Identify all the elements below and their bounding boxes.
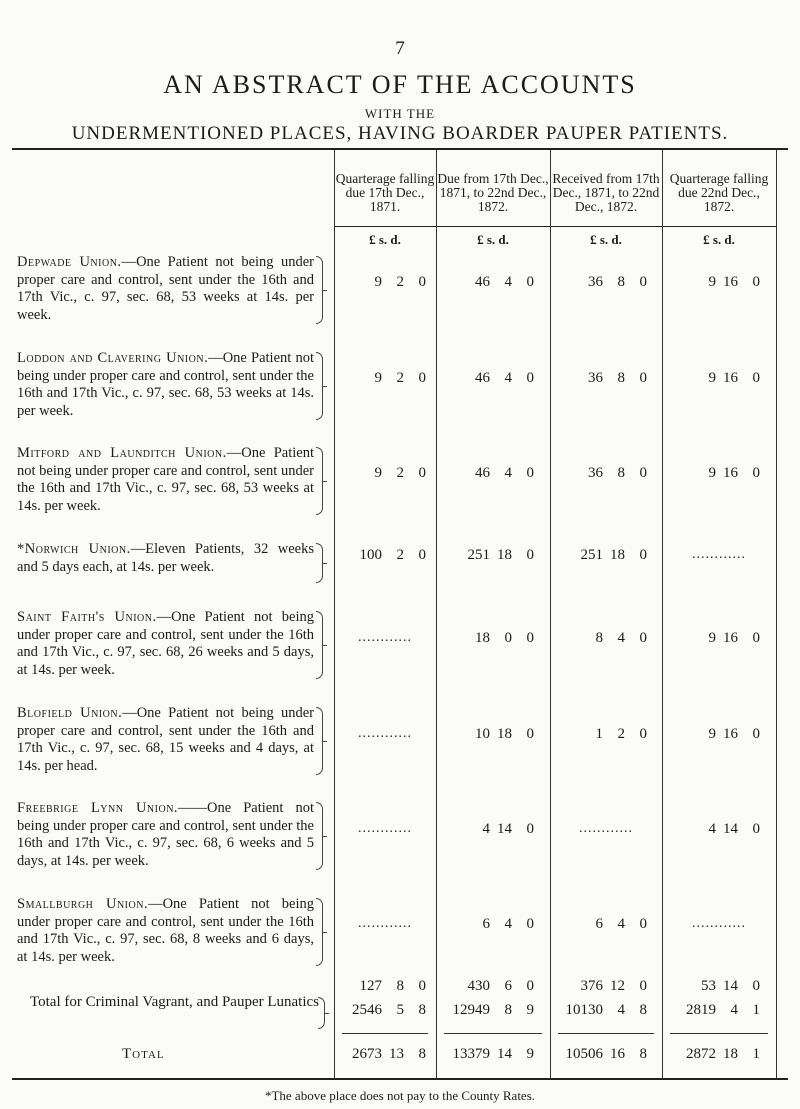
with-the: WITH THE — [364, 106, 436, 121]
shillings: 4 — [504, 370, 512, 386]
amount-cell — [436, 370, 550, 387]
union-name: Saint Faith's Union. — [17, 609, 157, 625]
amount-cell — [662, 465, 776, 482]
pounds: 127 — [359, 978, 382, 994]
row-description — [17, 705, 314, 775]
shillings: 14 — [723, 978, 738, 994]
pence: 0 — [526, 630, 534, 646]
pounds: 46 — [475, 274, 490, 290]
amount-cell — [334, 370, 436, 387]
pounds: 6 — [482, 916, 490, 932]
brace — [316, 611, 323, 679]
shillings: 16 — [723, 274, 738, 290]
row-description — [17, 896, 314, 966]
shillings: 8 — [504, 1002, 512, 1018]
total-cell — [550, 1046, 662, 1063]
shillings: 8 — [617, 370, 625, 386]
amount-cell — [662, 274, 776, 291]
pounds: 9 — [374, 370, 382, 386]
amount-cell — [662, 630, 776, 647]
pence: 0 — [639, 465, 647, 481]
amount-cell — [662, 370, 776, 387]
shillings: 16 — [723, 465, 738, 481]
column-divider — [776, 150, 777, 1078]
pounds: 9 — [374, 465, 382, 481]
blank-entry: ............ — [358, 821, 412, 836]
amount-cell — [550, 547, 662, 564]
pence: 0 — [418, 370, 426, 386]
pence: 0 — [639, 726, 647, 742]
pence: 0 — [639, 370, 647, 386]
union-name: Mitford and Launditch Union. — [17, 445, 227, 461]
pounds: 9 — [708, 465, 716, 481]
pence: 0 — [752, 978, 760, 994]
pounds: 12949 — [452, 1002, 490, 1018]
subtotal-cell — [334, 978, 436, 995]
pence: 8 — [639, 1046, 647, 1062]
pence: 0 — [526, 465, 534, 481]
union-name: Smallburgh Union. — [17, 896, 149, 912]
pounds: 1 — [595, 726, 603, 742]
pence: 0 — [752, 465, 760, 481]
subtotal-cell — [436, 978, 550, 995]
header-rule — [334, 226, 776, 227]
row-description — [17, 609, 314, 679]
amount-cell — [334, 547, 436, 564]
pounds: 430 — [467, 978, 490, 994]
row-text: —One Patient not being under proper care and control, sent under the 16th and 17th Vic., c. 97, sec. 68, 53 weeks at 14s. per week. — [17, 350, 314, 419]
criminal-cell — [334, 1002, 436, 1019]
shillings: 16 — [723, 630, 738, 646]
footnote: *The above place does not pay to the County Rates. — [264, 1088, 536, 1103]
amount-cell — [550, 726, 662, 743]
shillings: 4 — [617, 630, 625, 646]
amount-cell — [662, 821, 776, 838]
row-text: —One Patient not being under proper care and control, sent under the 16th and 17th Vic., c. 97, sec. 68, 53 weeks at 14s. per week. — [17, 254, 314, 323]
page-title: AN ABSTRACT OF THE ACCOUNTS — [163, 70, 637, 99]
row-description — [17, 541, 314, 576]
pounds: 9 — [374, 274, 382, 290]
union-name: *Norwich Union. — [17, 541, 131, 557]
pounds: 9 — [708, 726, 716, 742]
amount-cell — [436, 630, 550, 647]
shillings: 4 — [617, 916, 625, 932]
column-unit: £ s. d. — [477, 232, 509, 247]
amount-cell — [436, 274, 550, 291]
shillings: 2 — [396, 274, 404, 290]
pounds: 36 — [588, 465, 603, 481]
brace — [316, 707, 323, 775]
union-name: Depwade Union. — [17, 254, 122, 270]
pence: 0 — [526, 726, 534, 742]
brace — [316, 898, 323, 966]
amount-cell — [436, 726, 550, 743]
union-name: Freebrige Lynn Union. — [17, 800, 179, 816]
column-header: Quarterage falling due 17th Dec., 1871. — [335, 171, 435, 214]
pence: 8 — [418, 1046, 426, 1062]
pounds: 10130 — [565, 1002, 603, 1018]
total-cell — [662, 1046, 776, 1063]
pounds: 100 — [359, 547, 382, 563]
table-top-rule — [12, 148, 788, 150]
pence: 0 — [418, 465, 426, 481]
row-text: —Eleven Patients, 32 weeks and 5 days each, at 14s. per week. — [17, 541, 314, 575]
amount-cell — [334, 465, 436, 482]
pence: 0 — [418, 274, 426, 290]
pence: 0 — [526, 370, 534, 386]
shillings: 8 — [617, 274, 625, 290]
blank-entry: ............ — [358, 916, 412, 931]
pence: 9 — [526, 1046, 534, 1062]
shillings: 18 — [497, 726, 512, 742]
table-bottom-rule — [12, 1078, 788, 1080]
row-description — [17, 254, 314, 324]
pounds: 18 — [475, 630, 490, 646]
pounds: 46 — [475, 465, 490, 481]
union-name: Blofield Union. — [17, 705, 123, 721]
brace — [318, 997, 325, 1029]
blank-entry: ............ — [358, 726, 412, 741]
pence: 0 — [418, 978, 426, 994]
pence: 9 — [526, 1002, 534, 1018]
pence: 8 — [639, 1002, 647, 1018]
shillings: 18 — [497, 547, 512, 563]
pounds: 376 — [580, 978, 603, 994]
pounds: 46 — [475, 370, 490, 386]
shillings: 18 — [723, 1046, 738, 1062]
pence: 0 — [526, 547, 534, 563]
pounds: 8 — [595, 630, 603, 646]
pence: 1 — [752, 1046, 760, 1062]
column-unit: £ s. d. — [703, 232, 735, 247]
amount-cell — [550, 916, 662, 933]
total-cell — [334, 1046, 436, 1063]
shillings: 16 — [723, 726, 738, 742]
pence: 0 — [639, 916, 647, 932]
pence: 0 — [526, 821, 534, 837]
shillings: 12 — [610, 978, 625, 994]
sum-rule — [670, 1033, 768, 1034]
shillings: 5 — [396, 1002, 404, 1018]
pounds: 9 — [708, 370, 716, 386]
amount-cell — [436, 547, 550, 564]
amount-cell — [334, 274, 436, 291]
page-number: 7 — [395, 38, 405, 59]
pence: 0 — [752, 274, 760, 290]
blank-entry: ............ — [358, 630, 412, 645]
criminal-cell — [662, 1002, 776, 1019]
brace — [316, 256, 323, 324]
shillings: 2 — [396, 547, 404, 563]
pence: 0 — [418, 547, 426, 563]
amount-cell — [436, 916, 550, 933]
pounds: 2546 — [352, 1002, 382, 1018]
subtotal-cell — [662, 978, 776, 995]
pounds: 2673 — [352, 1046, 382, 1062]
shillings: 8 — [396, 978, 404, 994]
shillings: 18 — [610, 547, 625, 563]
shillings: 16 — [723, 370, 738, 386]
pounds: 251 — [467, 547, 490, 563]
column-header: Quarterage falling due 22nd Dec., 1872. — [669, 171, 769, 214]
criminal-label: Total for Criminal Vagrant, and Pauper Lunatics — [30, 994, 320, 1010]
pence: 0 — [526, 274, 534, 290]
criminal-cell — [436, 1002, 550, 1019]
total-cell — [436, 1046, 550, 1063]
pounds: 9 — [708, 630, 716, 646]
pounds: 251 — [580, 547, 603, 563]
column-unit: £ s. d. — [369, 232, 401, 247]
blank-entry: ............ — [692, 547, 746, 562]
sum-rule — [558, 1033, 654, 1034]
shillings: 4 — [617, 1002, 625, 1018]
pence: 0 — [752, 370, 760, 386]
shillings: 14 — [497, 821, 512, 837]
pounds: 6 — [595, 916, 603, 932]
column-unit: £ s. d. — [590, 232, 622, 247]
amount-cell — [550, 370, 662, 387]
brace — [316, 543, 323, 583]
amount-cell — [662, 726, 776, 743]
union-name: Loddon and Clavering Union. — [17, 350, 209, 366]
row-description — [17, 445, 314, 515]
brace — [316, 352, 323, 420]
shillings: 16 — [610, 1046, 625, 1062]
criminal-cell — [550, 1002, 662, 1019]
row-text: —One Patient not being under proper care and control, sent under the 16th and 17th Vic., c. 97, sec. 68, 53 weeks at 14s. per week. — [17, 445, 314, 514]
shillings: 2 — [617, 726, 625, 742]
sum-rule — [444, 1033, 542, 1034]
row-description — [17, 800, 314, 870]
pounds: 36 — [588, 370, 603, 386]
brace — [316, 802, 323, 870]
subtitle: UNDERMENTIONED PLACES, HAVING BOARDER PAUPER PATIENTS. — [71, 123, 729, 144]
shillings: 14 — [497, 1046, 512, 1062]
shillings: 8 — [617, 465, 625, 481]
pence: 0 — [752, 821, 760, 837]
brace — [316, 447, 323, 515]
shillings: 4 — [504, 465, 512, 481]
amount-cell — [550, 630, 662, 647]
pounds: 36 — [588, 274, 603, 290]
blank-entry: ............ — [579, 821, 633, 836]
pounds: 10 — [475, 726, 490, 742]
pence: 0 — [752, 630, 760, 646]
shillings: 4 — [504, 916, 512, 932]
shillings: 0 — [504, 630, 512, 646]
column-header: Received from 17th Dec., 1871, to 22nd Dec., 1872. — [552, 171, 660, 214]
shillings: 13 — [389, 1046, 404, 1062]
pence: 0 — [639, 547, 647, 563]
pence: 1 — [752, 1002, 760, 1018]
shillings: 4 — [504, 274, 512, 290]
shillings: 2 — [396, 370, 404, 386]
amount-cell — [436, 821, 550, 838]
subtotal-cell — [550, 978, 662, 995]
pounds: 10506 — [565, 1046, 603, 1062]
pounds: 13379 — [452, 1046, 490, 1062]
pounds: 4 — [708, 821, 716, 837]
pounds: 4 — [482, 821, 490, 837]
amount-cell — [436, 465, 550, 482]
sum-rule — [342, 1033, 428, 1034]
row-description — [17, 350, 314, 420]
amount-cell — [550, 274, 662, 291]
row-text: —One Patient not being under proper care and control, sent under the 16th and 17th Vic., c. 97, sec. 68, 8 weeks and 6 days, at 14s. per week. — [17, 896, 314, 965]
pounds: 53 — [701, 978, 716, 994]
pounds: 2819 — [686, 1002, 716, 1018]
blank-entry: ............ — [692, 916, 746, 931]
pence: 8 — [418, 1002, 426, 1018]
pence: 0 — [639, 978, 647, 994]
row-text: —One Patient not being under proper care and control, sent under the 16th and 17th Vic., c. 97, sec. 68, 26 weeks and 5 days, at 14s. per week. — [17, 609, 314, 678]
shillings: 2 — [396, 465, 404, 481]
pounds: 2872 — [686, 1046, 716, 1062]
column-header: Due from 17th Dec., 1871, to 22nd Dec., 1872. — [437, 171, 549, 214]
shillings: 14 — [723, 821, 738, 837]
row-text: —One Patient not being under proper care and control, sent under the 16th and 17th Vic., c. 97, sec. 68, 15 weeks and 4 days, at 14s. per head. — [17, 705, 314, 774]
pence: 0 — [752, 726, 760, 742]
pence: 0 — [526, 978, 534, 994]
amount-cell — [550, 465, 662, 482]
pence: 0 — [639, 630, 647, 646]
shillings: 6 — [504, 978, 512, 994]
shillings: 4 — [730, 1002, 738, 1018]
row-text: ——One Patient not being under proper care and control, sent under the 16th and 17th Vic., c. 97, sec. 68, 6 weeks and 5 days, at 14s. per week. — [17, 800, 314, 869]
pence: 0 — [526, 916, 534, 932]
pounds: 9 — [708, 274, 716, 290]
pence: 0 — [639, 274, 647, 290]
total-label: Total — [122, 1046, 165, 1062]
